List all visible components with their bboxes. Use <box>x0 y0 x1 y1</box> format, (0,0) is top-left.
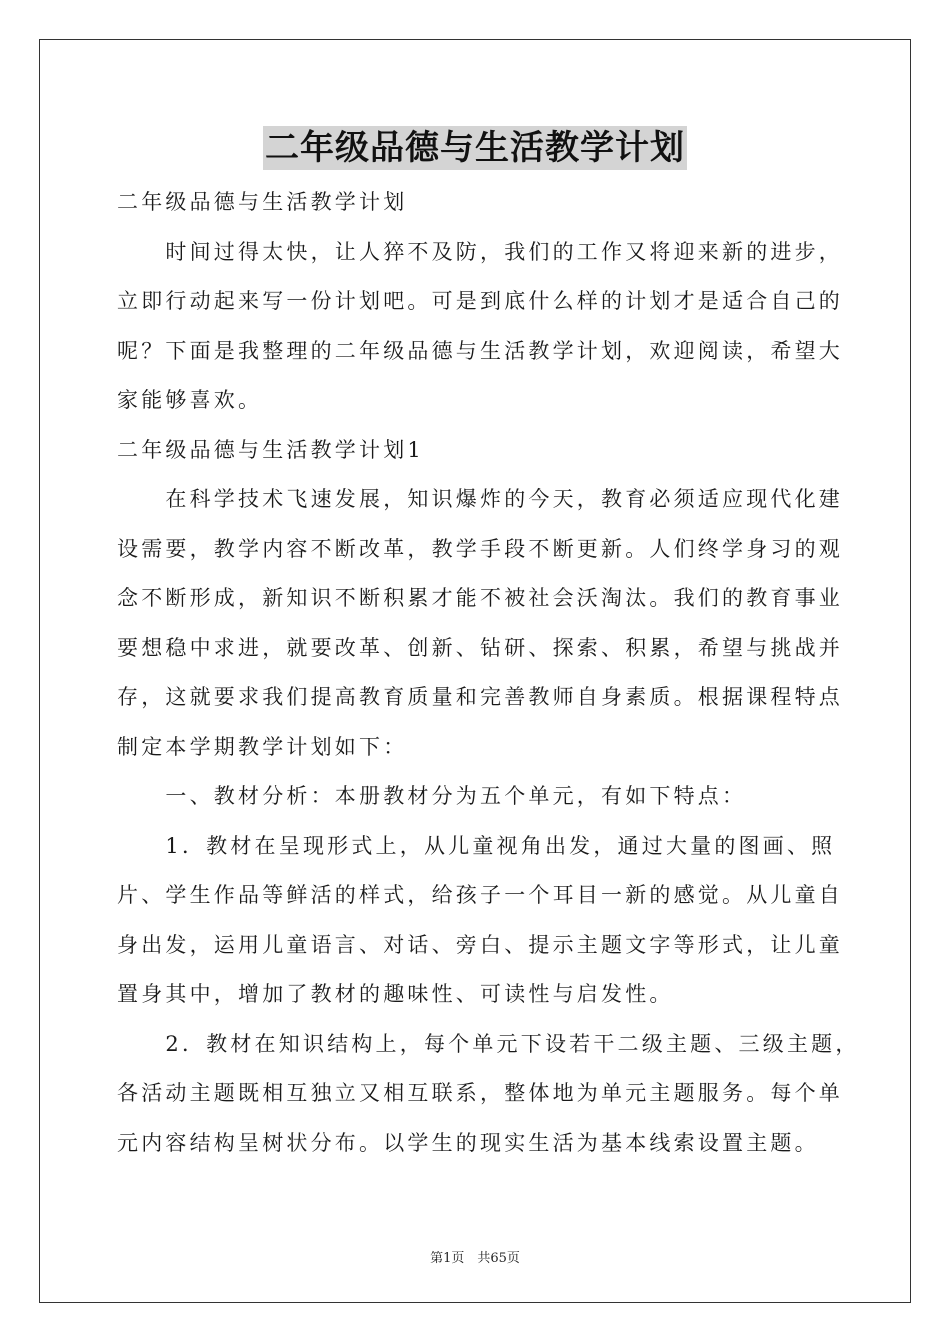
document-title: 二年级品德与生活教学计划 <box>265 128 685 168</box>
body-line: 念不断形成，新知识不断积累才能不被社会沃淘汰。我们的教育事业 <box>117 586 843 610</box>
body-line: 在科学技术飞速发展，知识爆炸的今天，教育必须适应现代化建 <box>117 487 843 511</box>
page-number: 第1页 共65页 <box>430 1251 520 1266</box>
body-line: 1．教材在呈现形式上，从儿童视角出发，通过大量的图画、照 <box>117 833 836 858</box>
body-line: 呢？下面是我整理的二年级品德与生活教学计划，欢迎阅读，希望大 <box>117 338 843 363</box>
body-line: 设需要，教学内容不断改革，教学手段不断更新。人们终学身习的观 <box>117 536 843 561</box>
body-line: 2．教材在知识结构上，每个单元下设若干二级主题、三级主题， <box>117 1031 860 1056</box>
body-line: 元内容结构呈树状分布。以学生的现实生活为基本线索设置主题。 <box>117 1130 819 1155</box>
document-body <box>117 178 860 1168</box>
body-line: 各活动主题既相互独立又相互联系，整体地为单元主题服务。每个单 <box>117 1081 843 1105</box>
body-line: 片、学生作品等鲜活的样式，给孩子一个耳目一新的感觉。从儿童自 <box>117 883 843 907</box>
page-footer <box>0 1247 950 1266</box>
body-line: 家能够喜欢。 <box>117 388 263 412</box>
body-line: 二年级品德与生活教学计划1 <box>117 437 424 462</box>
body-line: 制定本学期教学计划如下： <box>117 734 408 759</box>
body-line: 一、教材分析：本册教材分为五个单元，有如下特点： <box>117 784 747 808</box>
body-line: 二年级品德与生活教学计划 <box>117 190 408 214</box>
title-container <box>0 126 950 170</box>
body-line: 要想稳中求进，就要改革、创新、钻研、探索、积累，希望与挑战并 <box>117 635 843 660</box>
body-line: 置身其中，增加了教材的趣味性、可读性与启发性。 <box>117 982 674 1006</box>
body-line: 立即行动起来写一份计划吧。可是到底什么样的计划才是适合自己的 <box>117 289 843 313</box>
body-line: 存，这就要求我们提高教育质量和完善教师自身素质。根据课程特点 <box>117 685 843 709</box>
body-line: 时间过得太快，让人猝不及防，我们的工作又将迎来新的进步， <box>117 239 843 264</box>
body-line: 身出发，运用儿童语言、对话、旁白、提示主题文字等形式，让儿童 <box>117 932 843 957</box>
